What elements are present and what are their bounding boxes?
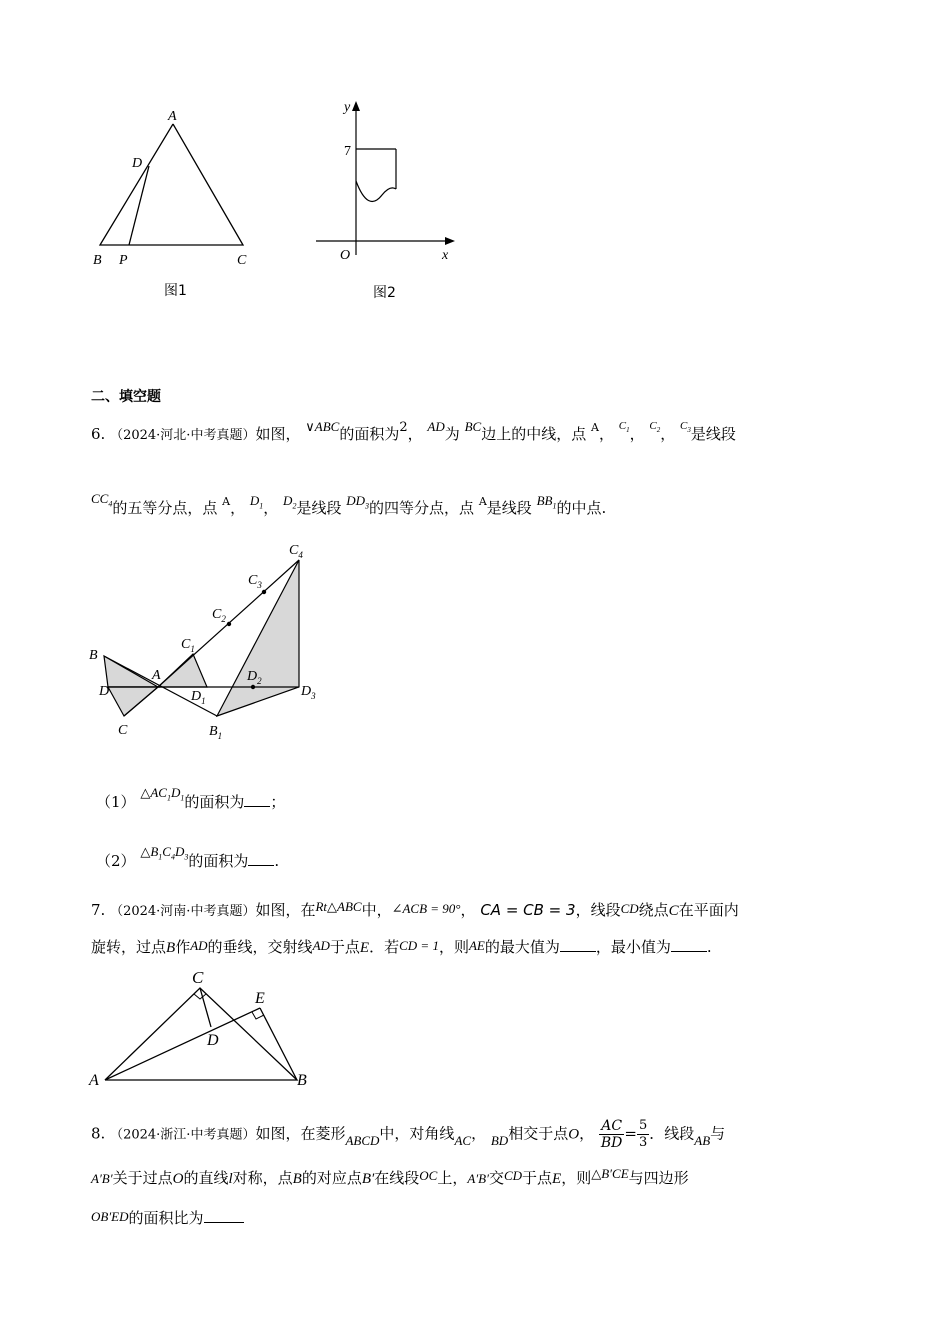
q7-fig-C: C bbox=[192, 968, 204, 987]
q7-fig-D: D bbox=[207, 1032, 219, 1049]
q7-point-B: B bbox=[166, 940, 176, 956]
q6-sub1-label: （1） bbox=[96, 793, 136, 811]
q6-text: 的四等分点，点 bbox=[369, 499, 475, 517]
q8-triangle-BpCE: △B′CE bbox=[591, 1166, 629, 1181]
q8-point-B: B bbox=[292, 1171, 302, 1187]
q8-text: ， bbox=[579, 1124, 595, 1143]
q6-seg-AD: AD bbox=[427, 419, 445, 434]
q6-fig-D3: $D_3$ bbox=[301, 684, 316, 701]
q7-fig-A: A bbox=[89, 1072, 99, 1089]
q8-text: 与 bbox=[710, 1124, 726, 1143]
q7-text: 作 bbox=[175, 938, 191, 956]
q7-number: 7. bbox=[91, 901, 106, 919]
fig2-label-7: 7 bbox=[344, 144, 351, 159]
fig1-label-A: A bbox=[168, 109, 177, 124]
q6-sub1-triangle: $\triangle AC_1D_1$ bbox=[140, 785, 185, 803]
q8-equals: = bbox=[624, 1124, 637, 1143]
q8-point-O: O bbox=[172, 1171, 184, 1187]
fig2-label-y: y bbox=[344, 100, 351, 115]
q6-point-D1: $D_1$ bbox=[249, 493, 264, 511]
q6-seg-CC4: $CC_4$ bbox=[91, 491, 113, 509]
q7-text: 绕点 bbox=[638, 901, 669, 919]
q7-text: ，则 bbox=[438, 938, 469, 956]
q6-point-C1: C1 bbox=[618, 420, 630, 435]
q8-text: 在线段 bbox=[374, 1169, 420, 1187]
q8-seg-ApBp: A′B′ bbox=[91, 1171, 113, 1186]
q6-line-1: 6. （2024·河北·中考真题）如图， ∨ABC的面积为2， AD为 BC边上的中线，点 $^A$， $^{C_1}$， $^{C_2}$， $^{C_3}$是线段 bbox=[91, 419, 736, 443]
q6-point-A: A bbox=[590, 421, 599, 434]
q8-line-l: l bbox=[228, 1171, 233, 1187]
q7-fig-E: E bbox=[255, 990, 265, 1007]
q7-ray-AD: AD bbox=[312, 938, 330, 953]
q8-diag-AC: AC bbox=[454, 1132, 472, 1148]
q6-point-C2: C2 bbox=[649, 420, 661, 435]
q7-seg-AD: AD bbox=[190, 938, 208, 953]
q8-text: 对称，点 bbox=[232, 1169, 293, 1187]
q6-fig-C1: $C_1$ bbox=[181, 637, 195, 654]
q8-text: 的面积比为 bbox=[128, 1209, 204, 1227]
q6-number: 6. bbox=[91, 425, 106, 443]
q7-seg-AE: AE bbox=[468, 938, 485, 953]
q7-text: 如图，在 bbox=[255, 901, 316, 919]
q6-sub1-text: 的面积为 bbox=[184, 793, 245, 811]
q8-fraction-ratio: $\frac{AC}{BD}$ bbox=[600, 1118, 623, 1151]
q6-text: 的中点. bbox=[556, 499, 607, 517]
q6-fig-C4: $C_4$ bbox=[289, 543, 303, 560]
q7-text: 于点 bbox=[329, 938, 360, 956]
q7-text: 在平面内 bbox=[678, 901, 739, 919]
q6-fig-D1: $D_1$ bbox=[191, 689, 206, 706]
q6-sub-2 bbox=[96, 844, 280, 878]
q8-text: 中，对角线 bbox=[379, 1124, 455, 1143]
q8-seg-OC: OC bbox=[419, 1168, 438, 1183]
q8-text: ， bbox=[471, 1124, 487, 1143]
q6-fig-B1: $B_1$ bbox=[209, 724, 223, 741]
q8-seg-ApBp: A′B′ bbox=[467, 1171, 489, 1186]
q7-text: 中， bbox=[361, 901, 392, 919]
q7-point-C: C bbox=[668, 903, 679, 919]
fig1-label-B: B bbox=[93, 253, 102, 268]
q6-fig-C: C bbox=[118, 723, 128, 738]
q6-text: ， bbox=[407, 425, 423, 443]
q7-equation: CA = CB = 3 bbox=[480, 901, 576, 919]
q7-line-1 bbox=[91, 900, 739, 922]
q6-sub2-answer-blank[interactable] bbox=[248, 851, 274, 866]
q6-sub2-end: . bbox=[274, 852, 280, 870]
q8-text: 于点 bbox=[522, 1169, 553, 1187]
figure-2-caption: 图2 bbox=[373, 285, 396, 301]
q8-line-1 bbox=[91, 1118, 725, 1151]
q8-line-2 bbox=[91, 1168, 689, 1189]
q6-sub2-triangle: $\triangle B_1C_4D_3$ bbox=[140, 844, 189, 862]
q6-fig-C2: $C_2$ bbox=[212, 607, 226, 624]
figure-1-caption: 图1 bbox=[164, 283, 187, 299]
q6-sub2-label: （2） bbox=[96, 852, 136, 870]
fig1-label-C: C bbox=[237, 253, 247, 268]
q7-line-2 bbox=[91, 937, 712, 958]
fig2-label-x: x bbox=[442, 248, 449, 263]
q8-text: 的直线 bbox=[183, 1169, 229, 1187]
q7-text: 的垂线，交射线 bbox=[207, 938, 313, 956]
q8-source: （2024·浙江·中考真题） bbox=[110, 1127, 256, 1143]
q6-line-2: $CC_4$的五等分点，点 $^A$， $D_1$， $D_2$是线段 $DD_3$的四等分点，点 $^A$是线段 $BB_1$的中点. bbox=[91, 491, 607, 517]
q6-text: 如图， bbox=[255, 425, 301, 443]
q6-source: （2024·河北·中考真题） bbox=[110, 428, 256, 443]
q8-text: ，则 bbox=[561, 1169, 592, 1187]
q6-area: 2 bbox=[399, 420, 408, 435]
q8-text: 上， bbox=[437, 1169, 468, 1187]
q7-max-answer-blank[interactable] bbox=[560, 937, 596, 952]
q6-fig-A: A bbox=[152, 668, 161, 683]
q8-rhombus: ABCD bbox=[345, 1132, 380, 1148]
q8-text: 的对应点 bbox=[301, 1169, 362, 1187]
q7-seg-CD: CD bbox=[620, 901, 639, 916]
q7-text: ，最小值为 bbox=[595, 938, 671, 956]
q6-text: 是线段 bbox=[296, 499, 342, 517]
q8-text: 与四边形 bbox=[628, 1169, 689, 1187]
q6-fig-C3: $C_3$ bbox=[248, 573, 262, 590]
q6-triangle: ∨ABC bbox=[305, 419, 340, 434]
figure-1-triangle bbox=[85, 100, 265, 270]
q7-fig-B: B bbox=[297, 1072, 307, 1089]
q6-seg-DD3: $DD_3$ bbox=[346, 493, 370, 511]
q7-text: 旋转，过点 bbox=[91, 938, 167, 956]
q6-text: 的面积为 bbox=[339, 425, 400, 443]
q8-text: 相交于点 bbox=[508, 1124, 569, 1143]
q7-text: ．若 bbox=[369, 938, 400, 956]
q6-text: 是线段 bbox=[486, 499, 532, 517]
fig1-label-D: D bbox=[132, 156, 143, 171]
fig1-label-P: P bbox=[119, 253, 128, 268]
q8-seg-AB: AB bbox=[694, 1132, 711, 1148]
q6-point-A: A bbox=[222, 495, 231, 508]
q6-point-A: A bbox=[478, 495, 487, 508]
q6-seg-BC: BC bbox=[464, 419, 482, 434]
q8-answer-blank[interactable] bbox=[204, 1208, 244, 1223]
q6-fig-B: B bbox=[89, 648, 98, 663]
q8-point-O: O bbox=[568, 1126, 580, 1143]
q6-figure bbox=[85, 538, 325, 748]
q6-point-D2: $D_2$ bbox=[283, 493, 297, 511]
q6-sub-1 bbox=[96, 785, 286, 819]
q7-rt-triangle: Rt△ABC bbox=[315, 899, 362, 914]
q6-fig-D: D bbox=[99, 684, 110, 699]
q8-fraction-value: $\frac{5}{3}$ bbox=[638, 1118, 648, 1150]
q6-text: 边上的中线，点 bbox=[481, 425, 587, 443]
q6-text: 的五等分点，点 bbox=[112, 499, 218, 517]
q8-text: ．线段 bbox=[649, 1124, 695, 1143]
q6-text: 是线段 bbox=[690, 425, 736, 443]
q8-seg-CD: CD bbox=[503, 1168, 523, 1183]
q8-number: 8. bbox=[91, 1124, 106, 1143]
q8-line-3 bbox=[91, 1208, 244, 1229]
q7-text: ， bbox=[460, 901, 476, 919]
q7-figure bbox=[85, 965, 325, 1090]
q8-diag-BD: BD bbox=[490, 1132, 509, 1148]
q6-sub1-answer-blank[interactable] bbox=[244, 792, 270, 807]
q6-sub2-text: 的面积为 bbox=[188, 852, 249, 870]
q6-fig-D2: $D_2$ bbox=[247, 669, 262, 686]
q7-text: ，线段 bbox=[575, 901, 621, 919]
figure-2-graph bbox=[310, 95, 470, 270]
q7-point-E: E bbox=[359, 940, 370, 956]
q7-min-answer-blank[interactable] bbox=[671, 937, 707, 952]
section-heading: 二、填空题 bbox=[91, 389, 161, 405]
q7-cd-value: CD = 1 bbox=[399, 938, 439, 953]
q8-point-E: E bbox=[552, 1171, 562, 1187]
q6-sub1-end: ； bbox=[270, 793, 286, 811]
q7-angle: ∠ACB = 90° bbox=[391, 901, 461, 916]
fig2-label-O: O bbox=[340, 248, 351, 263]
q8-text: 交 bbox=[488, 1169, 504, 1187]
q8-text: 如图，在菱形 bbox=[255, 1124, 346, 1143]
q8-text: 关于过点 bbox=[112, 1169, 173, 1187]
q8-quadrilateral: OB′ED bbox=[91, 1209, 129, 1224]
q6-text: 为 bbox=[444, 425, 460, 443]
q7-text: . bbox=[706, 938, 712, 956]
q7-text: 的最大值为 bbox=[484, 938, 560, 956]
q8-point-Bp: B′ bbox=[361, 1171, 375, 1187]
q6-point-C3: C3 bbox=[679, 420, 691, 435]
q7-source: （2024·河南·中考真题） bbox=[110, 904, 256, 919]
q6-seg-BB1: $BB_1$ bbox=[536, 493, 557, 511]
